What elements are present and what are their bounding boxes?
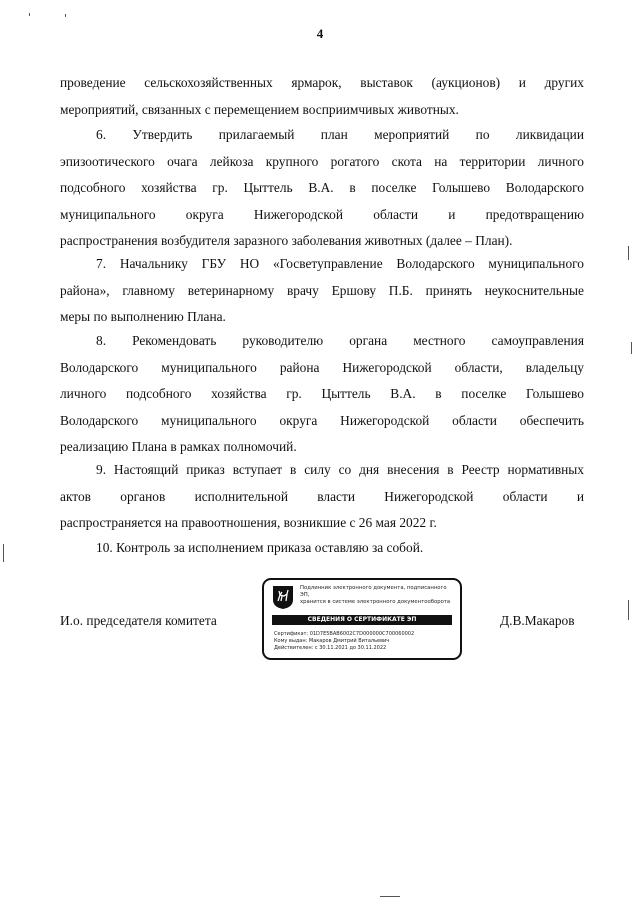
text-line: мероприятий, связанных с перемещением восприимчивых животных. <box>60 101 459 117</box>
text-line: проведение сельскохозяйственных ярмарок, выставок (аукционов) и других <box>60 75 584 90</box>
scan-mark <box>628 246 629 260</box>
text-line: реализацию Плана в рамках полномочий. <box>60 439 297 455</box>
paragraph-item-9 <box>60 457 584 537</box>
text-line: актов органов исполнительной власти Нижегородской области и <box>60 488 584 504</box>
scan-mark <box>3 544 4 562</box>
text-line: меры по выполнению Плана. <box>60 309 226 325</box>
scan-mark <box>380 896 400 897</box>
text-line: 8. Рекомендовать руководителю органа местного самоуправления <box>96 333 584 348</box>
text-line: подсобного хозяйства гр. Цыттель В.А. в поселке Голышево Володарского <box>60 180 584 196</box>
text-line: района», главному ветеринарному врачу Ершову П.Б. принять неукоснительные <box>60 282 584 298</box>
text-line: личного подсобного хозяйства гр. Цыттель В.А. в поселке Голышево <box>60 386 584 402</box>
certificate-validity: Действителен: с 30.11.2021 до 30.11.2022 <box>274 645 387 651</box>
scan-mark <box>631 342 632 354</box>
text-line: 6. Утвердить прилагаемый план мероприятий по ликвидации <box>96 127 584 142</box>
certificate-owner: Кому выдан: Макаров Дмитрий Витальевич <box>274 638 390 644</box>
stamp-header-line: Подлинник электронного документа, подписанного ЭП, <box>300 585 447 598</box>
paragraph-item-10 <box>60 535 584 562</box>
page-number: 4 <box>316 26 324 41</box>
nizhny-novgorod-deer-emblem-icon <box>272 585 294 610</box>
text-line: Володарского муниципального округа Нижегородской области обеспечить <box>60 412 584 428</box>
certificate-info-bar: СВЕДЕНИЯ О СЕРТИФИКАТЕ ЭП <box>272 615 452 625</box>
text-line: распространения возбудителя заразного заболевания животных (далее – План). <box>60 233 513 249</box>
text-line: 10. Контроль за исполнением приказа оставляю за собой. <box>96 540 424 555</box>
electronic-signature-stamp <box>262 578 462 660</box>
stamp-header <box>300 585 456 606</box>
signatory-title: И.о. председателя комитета <box>60 613 217 628</box>
text-line: муниципального округа Нижегородской области и предотвращению <box>60 206 584 222</box>
text-line: эпизоотического очага лейкоза крупного рогатого скота на территории личного <box>60 153 584 169</box>
text-line: 7. Начальнику ГБУ НО «Госветуправление Володарского муниципального <box>96 256 584 271</box>
text-line: распространяется на правоотношения, возникшие с 26 мая 2022 г. <box>60 515 437 531</box>
text-line: Володарского муниципального района Нижегородской области, владельцу <box>60 359 584 375</box>
stamp-header-line: хранится в системе электронного документооборота <box>300 599 451 605</box>
signatory-name: Д.В.Макаров <box>500 613 575 628</box>
paragraph-item-6 <box>60 122 584 255</box>
paragraph-continuation <box>60 70 584 123</box>
scan-mark <box>628 600 629 620</box>
scan-mark <box>65 14 66 17</box>
paragraph-item-8 <box>60 328 584 461</box>
paragraph-item-7 <box>60 251 584 331</box>
scan-mark <box>29 13 30 16</box>
certificate-number: Сертификат: 01D7E5BAB6002C7D000000C700060002 <box>274 631 415 637</box>
text-line: 9. Настоящий приказ вступает в силу со дня внесения в Реестр нормативных <box>96 462 584 477</box>
